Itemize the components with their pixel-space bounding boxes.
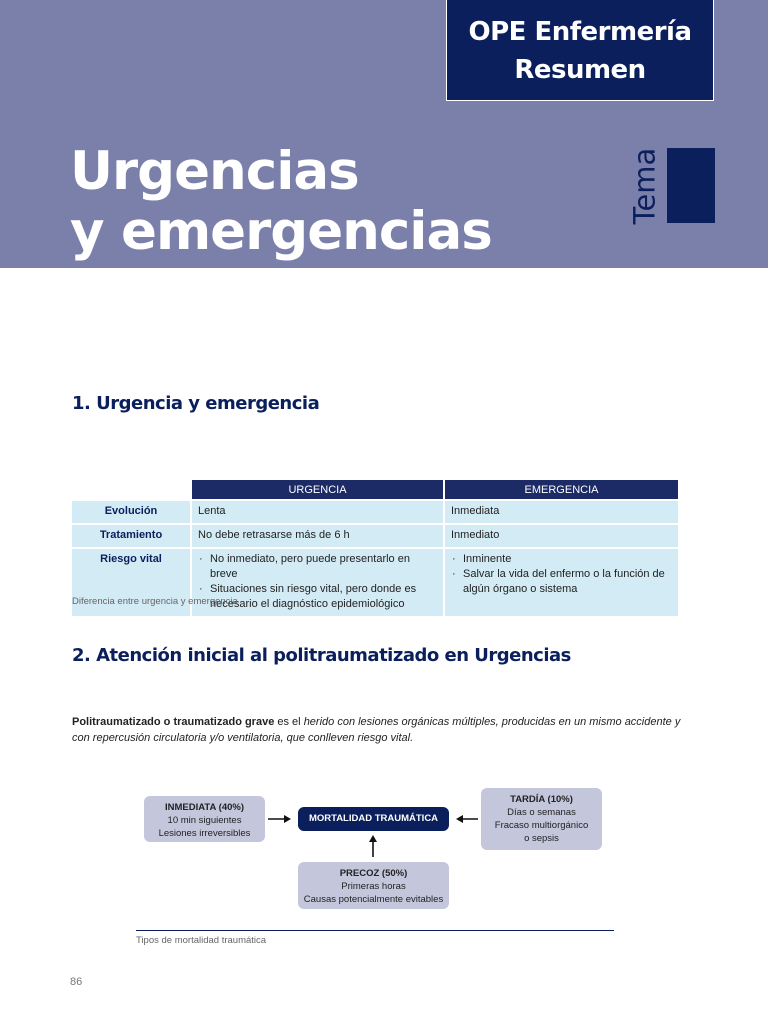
row-header-riesgo-vital: Riesgo vital [72, 547, 192, 616]
definition-connector: es el [274, 716, 304, 728]
list-item: · Salvar la vida del enfermo o la función de algún órgano o sistema [451, 567, 672, 597]
box-mortalidad-traumatica: MORTALIDAD TRAUMÁTICA [298, 807, 449, 831]
definition-paragraph [72, 714, 684, 746]
table-cell: No debe retrasarse más de 6 h [192, 523, 445, 547]
chapter-title-line-1: Urgencias [70, 141, 359, 202]
arrow-tardia-head [456, 815, 463, 823]
page-number: 86 [70, 976, 83, 988]
column-header-urgencia: URGENCIA [192, 480, 445, 499]
tema-number-box [667, 148, 715, 223]
table-cell: Inmediato [445, 523, 678, 547]
list-item: · Situaciones sin riesgo vital, pero donde es necesario el diagnóstico epidemiológico [198, 582, 437, 612]
chapter-title-line-2: y emergencias [70, 201, 492, 262]
box-tardia-line-3: o sepsis [524, 833, 559, 844]
box-tardia-title: TARDÍA (10%) [510, 794, 573, 805]
arrow-precoz-head [369, 835, 377, 842]
table-cell: Inmediata [445, 499, 678, 523]
table-row [72, 499, 678, 523]
arrow-inmediata-head [284, 815, 291, 823]
box-inmediata-line-1: 10 min siguientes [167, 815, 242, 826]
tema-label-wrap [622, 148, 666, 223]
box-inmediata-line-2: Lesiones irreversibles [158, 828, 251, 839]
ope-badge [446, 0, 714, 101]
bullet-list [451, 552, 672, 597]
box-precoz [298, 862, 449, 909]
box-tardia [481, 788, 602, 850]
tema-label: Tema [627, 147, 661, 224]
box-precoz-title: PRECOZ (50%) [339, 868, 408, 879]
box-precoz-line-2: Causas potencialmente evitables [303, 894, 444, 905]
list-item: · Inminente [451, 552, 672, 567]
caption-rule [136, 930, 614, 931]
badge-line-2: Resumen [514, 55, 646, 85]
box-tardia-line-1: Días o semanas [507, 807, 576, 818]
chapter-header [0, 0, 768, 268]
table-corner [72, 480, 192, 499]
box-inmediata [144, 796, 265, 842]
row-header-evolucion: Evolución [72, 499, 192, 523]
column-header-emergencia: EMERGENCIA [445, 480, 678, 499]
definition-text: herido con lesiones orgánicas múltiples, producidas en un mismo accidente y con repercusión circulatoria y/o ventilatoria, que conlleven riesgo vital. [72, 716, 681, 744]
table-header-row [72, 480, 678, 499]
table-cell: Lenta [192, 499, 445, 523]
list-item: · No inmediato, pero puede presentarlo en breve [198, 552, 437, 582]
box-inmediata-title: INMEDIATA (40%) [165, 802, 244, 813]
table-row [72, 523, 678, 547]
diagram-caption: Tipos de mortalidad traumática [136, 935, 267, 946]
definition-term: Politraumatizado o traumatizado grave [72, 716, 275, 728]
box-tardia-line-2: Fracaso multiorgánico [494, 820, 589, 831]
section-1-heading: 1. Urgencia y emergencia [72, 393, 320, 414]
row-header-tratamiento: Tratamiento [72, 523, 192, 547]
badge-line-1: OPE Enfermería [468, 17, 692, 47]
table-caption: Diferencia entre urgencia y emergencia [72, 596, 238, 607]
chapter-title [70, 142, 492, 262]
section-2-heading: 2. Atención inicial al politraumatizado en Urgencias [72, 645, 571, 666]
table-cell [445, 547, 678, 616]
box-precoz-line-1: Primeras horas [341, 881, 406, 892]
